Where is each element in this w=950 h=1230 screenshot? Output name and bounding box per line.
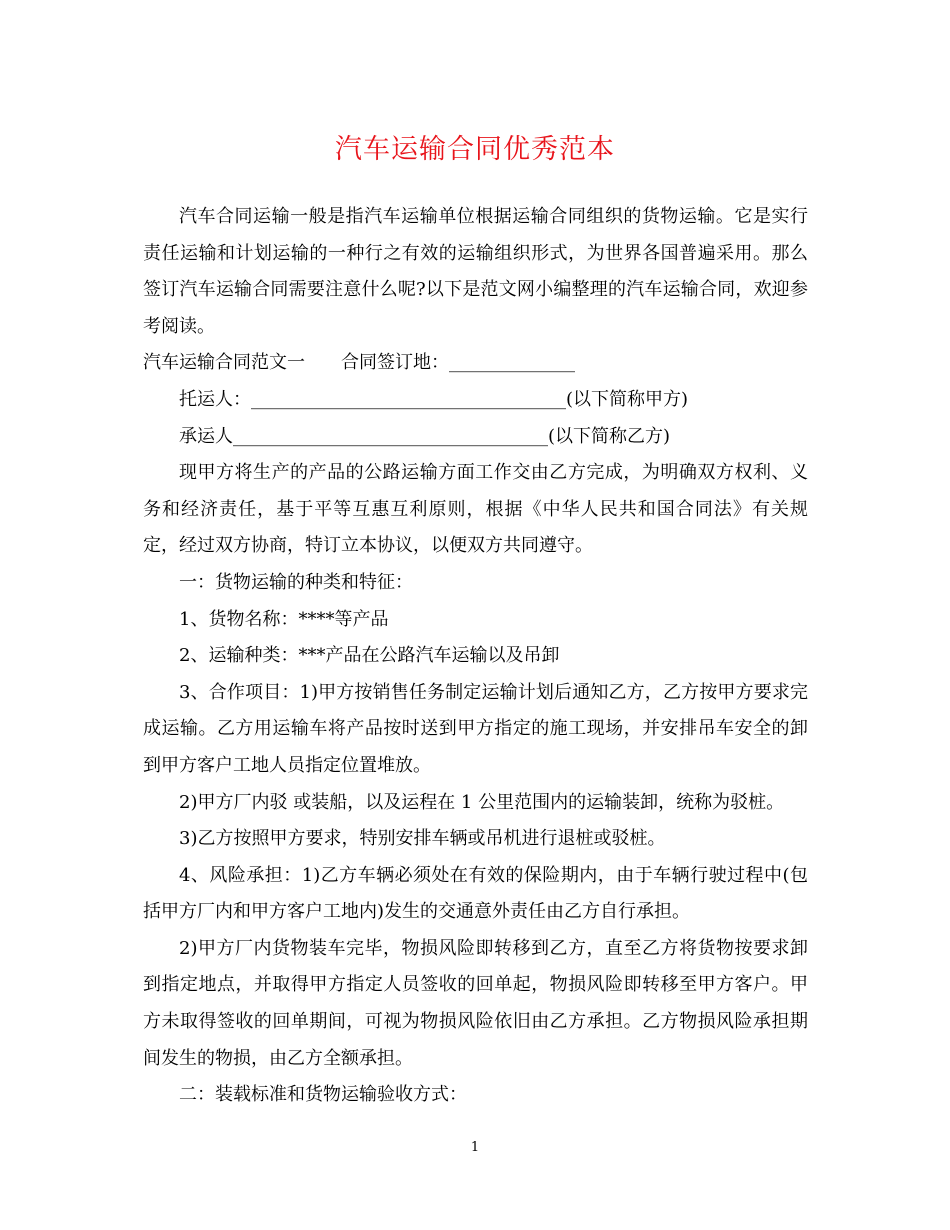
section-heading: 二：装载标准和货物运输验收方式： xyxy=(179,1084,467,1106)
clause-item: 1、货物名称：****等产品 xyxy=(179,608,389,630)
clause-item: 2)甲方厂内驳 或装船，以及运程在 1 公里范围内的运输装卸，统称为驳桩。 xyxy=(179,791,785,813)
page-number: 1 xyxy=(470,1140,480,1155)
document-title: 汽车运输合同优秀范本 xyxy=(335,134,615,165)
clause-item: 3)乙方按照甲方要求，特别安排车辆或吊机进行退桩或驳桩。 xyxy=(179,828,666,850)
shipper-line: 托运人：___________________________________(以下简称甲方) xyxy=(179,388,689,410)
preamble-paragraph: 现甲方将生产的产品的公路运输方面工作交由乙方完成，为明确双方权利、义务和经济责任，基于平等互惠互利原则，根据《中华人民共和国合同法》有关规定，经过双方协商，特订立本协议，以便双方共同遵守。 xyxy=(143,462,808,557)
intro-paragraph: 汽车合同运输一般是指汽车运输单位根据运输合同组织的货物运输。它是实行责任运输和计划运输的一种行之有效的运输组织形式，为世界各国普遍采用。那么签订汽车运输合同需要注意什么呢?以下是范文网小编整理的汽车运输合同，欢迎参考阅读。 xyxy=(143,206,808,337)
sample-heading-line: 汽车运输合同范文一 合同签订地：______________ xyxy=(143,352,575,374)
clause-item: 3、合作项目：1)甲方按销售任务制定运输计划后通知乙方，乙方按甲方要求完成运输。乙方用运输车将产品按时送到甲方指定的施工现场，并安排吊车安全的卸到甲方客户工地人员指定位置堆放。 xyxy=(143,681,808,776)
document-body xyxy=(143,199,808,1114)
clause-item: 2、运输种类：***产品在公路汽车运输以及吊卸 xyxy=(179,645,560,667)
section-heading: 一：货物运输的种类和特征： xyxy=(179,571,413,593)
carrier-line: 承运人___________________________________(以下简称乙方) xyxy=(179,425,671,447)
clause-item: 2)甲方厂内货物装车完毕，物损风险即转移到乙方，直至乙方将货物按要求卸到指定地点，并取得甲方指定人员签收的回单起，物损风险即转移至甲方客户。甲方未取得签收的回单期间，可视为物损风险依旧由乙方承担。乙方物损风险承担期间发生的物损，由乙方全额承担。 xyxy=(143,937,808,1069)
clause-item: 4、风险承担：1)乙方车辆必须处在有效的保险期内，由于车辆行驶过程中(包括甲方厂内和甲方客户工地内)发生的交通意外责任由乙方自行承担。 xyxy=(143,864,808,923)
